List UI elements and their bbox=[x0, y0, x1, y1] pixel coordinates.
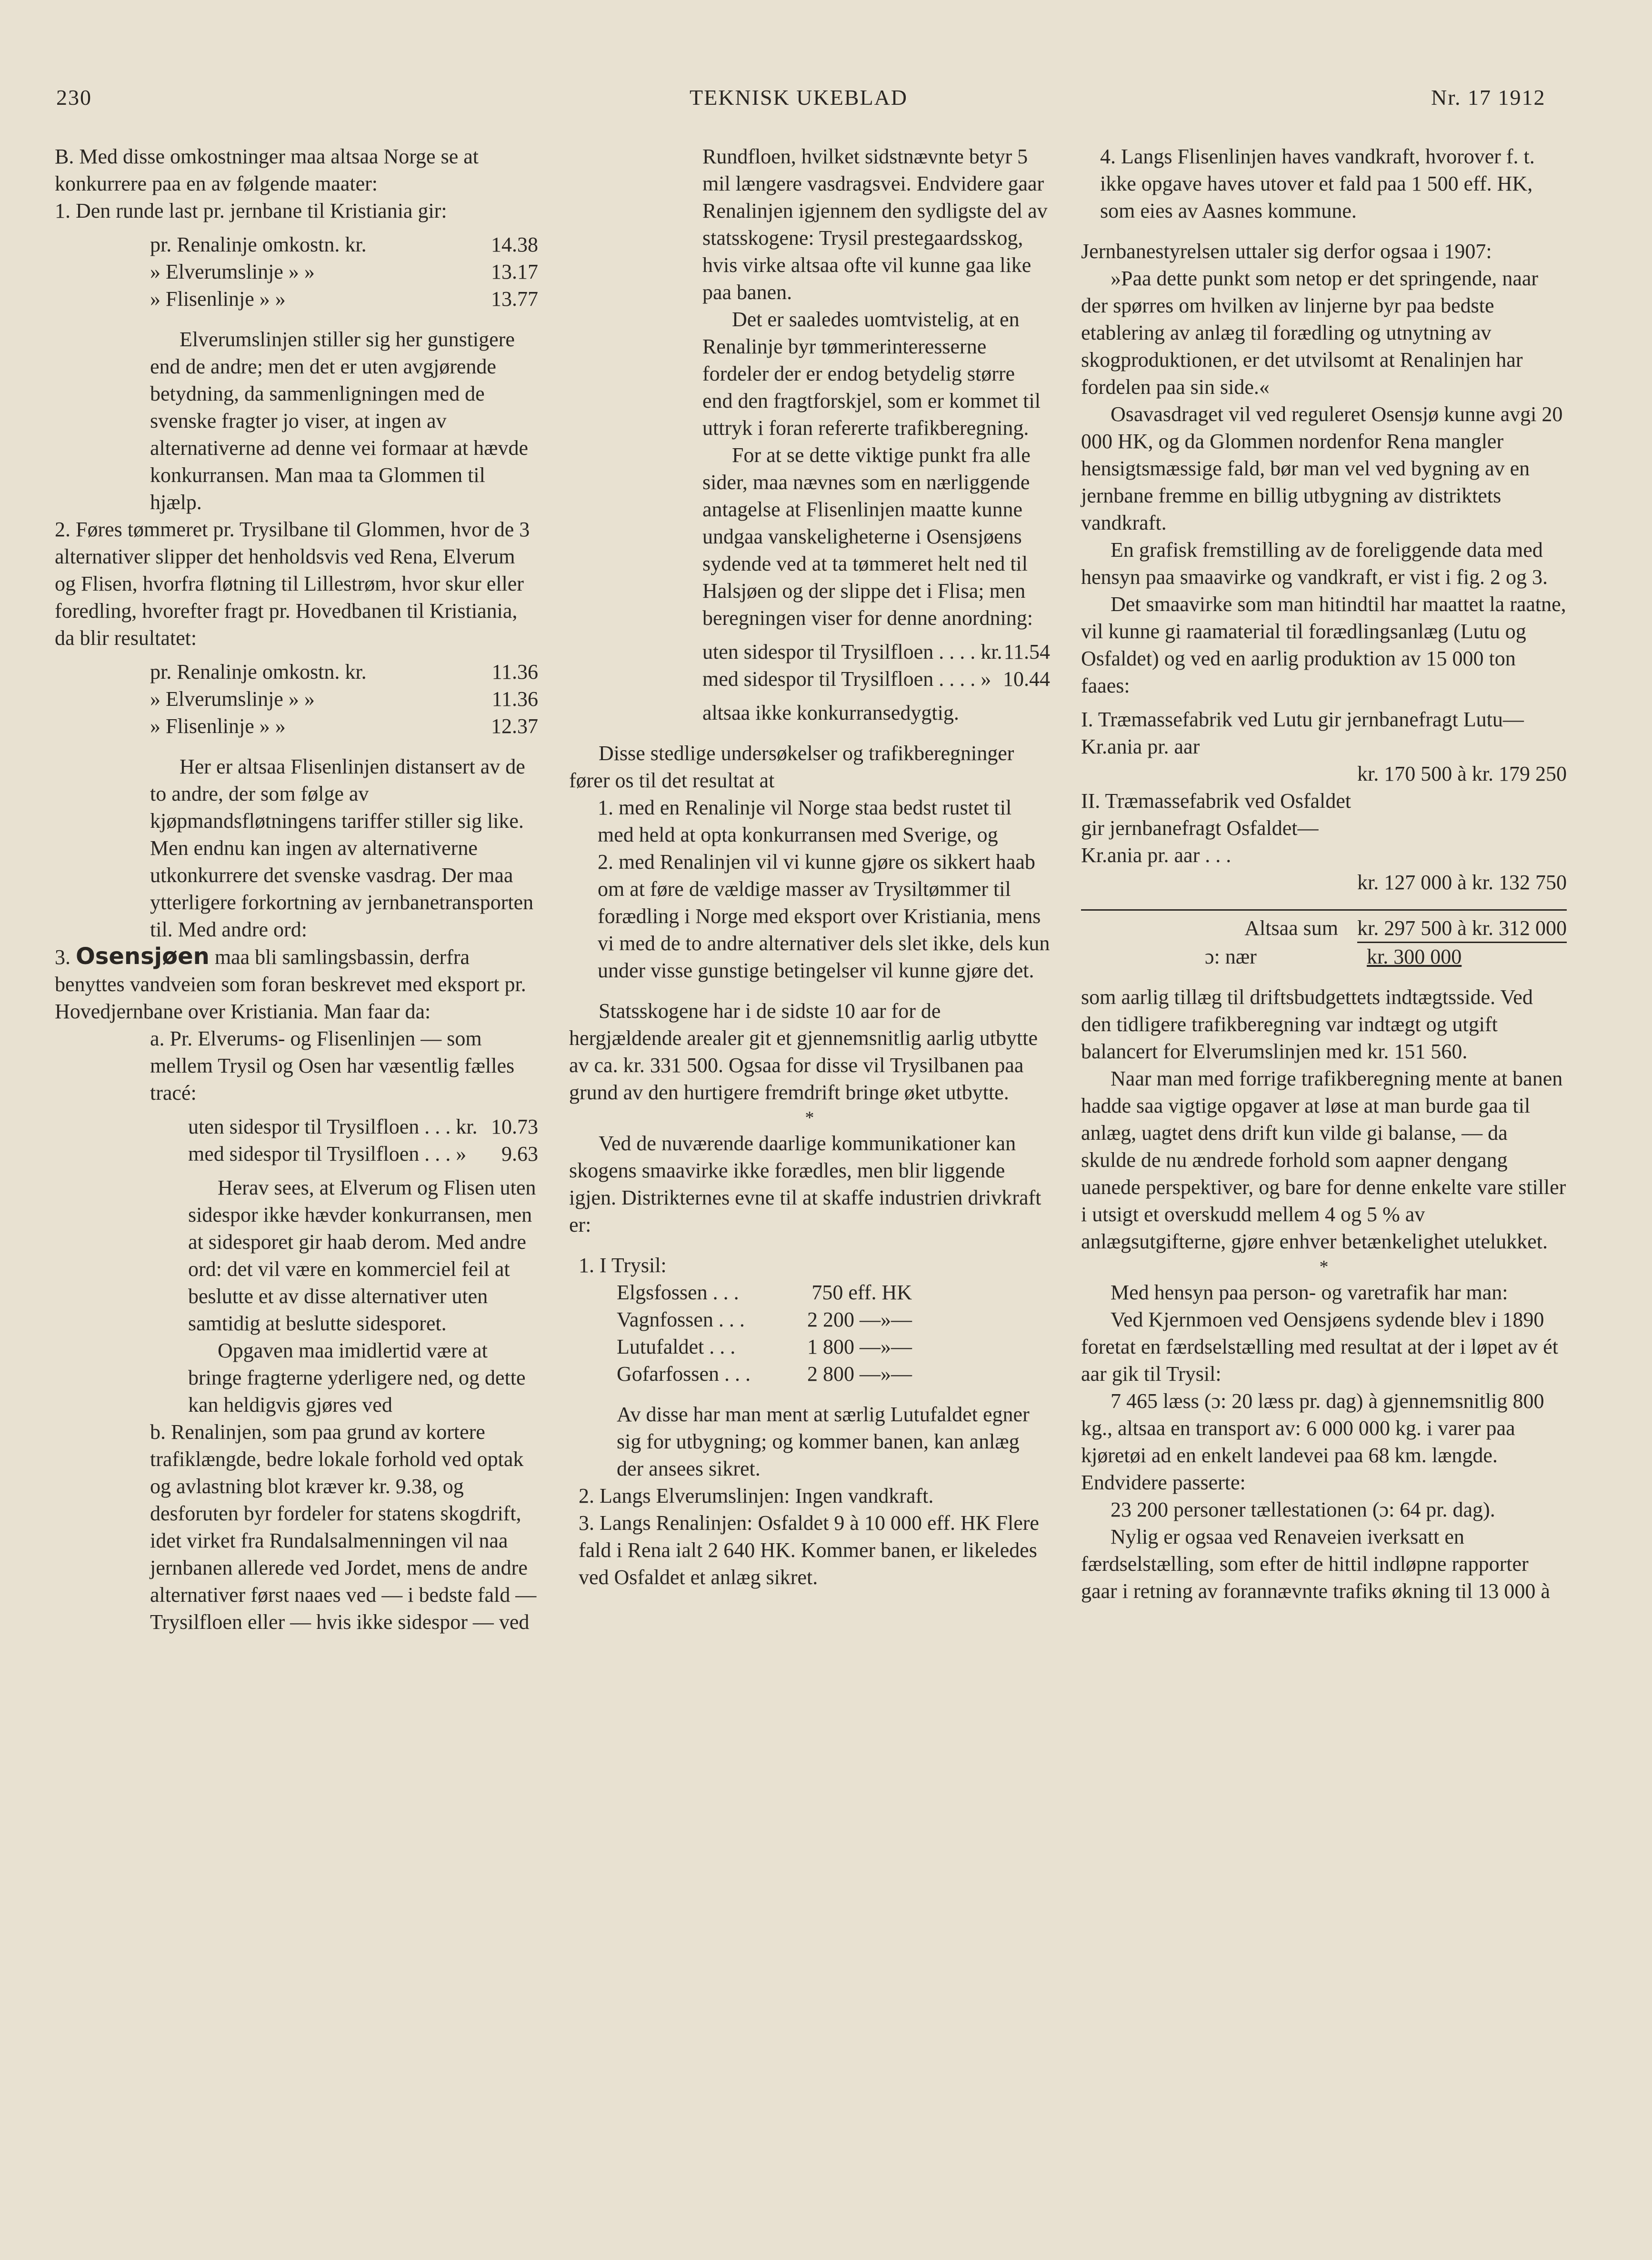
item-3-heading: Osensjøen bbox=[76, 943, 210, 970]
cost-label: uten sidespor til Trysilfloen . . . kr. bbox=[188, 1115, 478, 1138]
paragraph: Her er altsaa Flisenlinjen distansert av de to andre, der som følge av kjøpmandsfløtningens tariffer stiller sig like. Men endnu kan ingen av alternativerne utkonkurrere det svenske vasdrag. Der maa ytterligere forkortning av jernbanetransporten til. Med andre ord: bbox=[150, 755, 534, 941]
result-1: 1. med en Renalinje vil Norge staa bedst rustet til med held at opta konkurransen med Sverige, og bbox=[598, 796, 1012, 846]
cost-value: 14.38 bbox=[491, 233, 538, 256]
cost-label: med sidespor til Trysilfloen . . . » bbox=[188, 1142, 467, 1165]
paragraph: Rundfloen, hvilket sidstnævnte betyr 5 mil længere vasdragsvei. Endvidere gaar Renalinjen igjennem den sydligste del av statsskogene: Trysil prestegaardsskog, hvis virke altsaa ofte vil kunne gaa like paa banen. bbox=[702, 145, 1048, 304]
paragraph: Ved Kjernmoen ved Oensjøens sydende blev i 1890 foretat en færdselstælling med resultat at der i løpet av ét aar gik til Trysil: bbox=[1081, 1308, 1558, 1386]
paragraph: Elverumslinjen stiller sig her gunstigere end de andre; men det er uten avgjørende betydning, da sammenligningen med de svenske fragter jo viser, at ingen av alternativerne ad denne vei formaar at hævde konkurransen. Man maa ta Glommen til hjælp. bbox=[150, 328, 529, 514]
cost-value: 9.63 bbox=[501, 1142, 538, 1165]
issue-number: Nr. 17 1912 bbox=[1431, 85, 1546, 110]
cost-label: med sidespor til Trysilfloen . . . . » bbox=[702, 667, 991, 691]
cost-row bbox=[188, 1113, 538, 1140]
cost-label: pr. Renalinje omkostn. kr. bbox=[150, 660, 367, 683]
cost-table-1 bbox=[55, 231, 538, 312]
separator-star: * bbox=[805, 1108, 814, 1128]
cost-row bbox=[150, 658, 538, 685]
paragraph: Naar man med forrige trafikberegning mente at banen hadde saa vigtige opgaver at løse at man burde gaa til anlæg, uagtet dens drift kun vilde gi balanse, — da skulde de nu ændrede forhold som aapner dengang uanede perspektiver, og bare for denne enkelte vare stiller i utsigt et overskudd mellem 4 og 5 % av anlægsutgifterne, gjøre enhver betænkelighet utelukket. bbox=[1081, 1067, 1566, 1253]
waterfall-row bbox=[617, 1360, 912, 1387]
paragraph: For at se dette viktige punkt fra alle sider, maa nævnes som en nærliggende antagelse at Flisenlinjen maatte kunne undgaa vanskeligheterne i Osensjøens sydende ved at ta tømmeret helt ned til Halsjøen og der slippe det i Flisa; men beregningen viser for denne anordning: bbox=[702, 443, 1033, 630]
cost-label: pr. Renalinje omkostn. kr. bbox=[150, 233, 367, 256]
item-2: 2. Føres tømmeret pr. Trysilbane til Glommen, hvor de 3 alternativer slipper det henholdsvis ved Rena, Elverum og Flisen, hvorfra fløtning til Lillestrøm, hvor skur eller foredling, hvorefter fragt pr. Hovedbanen til Kristiania, da blir resultatet: bbox=[55, 518, 530, 650]
cost-row bbox=[150, 231, 538, 258]
cost-label: » Flisenlinje » » bbox=[150, 287, 286, 311]
column-1 bbox=[55, 143, 538, 1636]
result-2: 2. med Renalinjen vil vi kunne gjøre os sikkert haab om at føre de vældige masser av Trysiltømmer til forædling i Norge med eksport over Kristiania, mens vi med de to andre alternativer dels slet ikke, dels kun under visse gunstige betingelser vil kunne gjøre det. bbox=[598, 850, 1050, 982]
waterpower-heading: 1. I Trysil: bbox=[579, 1254, 667, 1277]
paragraph: Statsskogene har i de sidste 10 aar for de hergjældende arealer git et gjennemsnitlig aarlig utbytte av ca. kr. 331 500. Ogsaa for disse vil Trysilbanen paa grund av den hurtigere fremdrift bringe øket utbytte. bbox=[569, 999, 1038, 1104]
journal-title: TEKNISK UKEBLAD bbox=[690, 85, 908, 110]
sum-value: kr. 297 500 à kr. 312 000 bbox=[1357, 914, 1567, 943]
item-3b: b. Renalinjen, som paa grund av kortere trafiklængde, bedre lokale forhold ved optak og avlastning blot kræver kr. 9.38, og desforuten byr fordeler for statens skogdrift, idet virket fra Rundalsalmenningen vil naa jernbanen allerede ved Jordet, mens de andre alternativer først naaes ved — i bedste fald — Trysilfloen eller — hvis ikke sidespor — ved bbox=[150, 1420, 537, 1634]
cost-value: 10.73 bbox=[491, 1115, 538, 1138]
cost-label: uten sidespor til Trysilfloen . . . . kr. bbox=[702, 640, 1002, 663]
column-3 bbox=[1081, 143, 1567, 1605]
cost-label: » Flisenlinje » » bbox=[150, 714, 286, 738]
cost-row bbox=[150, 285, 538, 312]
cost-row bbox=[188, 1140, 538, 1167]
cost-label: » Elverumslinje » » bbox=[150, 687, 315, 711]
waterpower-4: 4. Langs Flisenlinjen haves vandkraft, hvorover f. t. ikke opgave haves utover et fald paa 1 500 eff. HK, som eies av Aasnes kommune. bbox=[1100, 145, 1535, 222]
paragraph: Av disse har man ment at særlig Lutufaldet egner sig for utbygning; og kommer banen, kan anlæg der ansees sikret. bbox=[617, 1403, 1030, 1480]
conclusion: altsaa ikke konkurransedygtig. bbox=[702, 701, 959, 724]
waterfall-power: 750 eff. HK bbox=[811, 1281, 912, 1304]
quote: »Paa dette punkt som netop er det springende, naar der spørres om hvilken av linjerne byr paa bedste etablering av anlæg til forædling og utnytning av skogproduktionen, er det utvilsomt at Renalinjen har fordelen paa sin side.« bbox=[1081, 267, 1539, 399]
cost-value: 11.36 bbox=[491, 687, 538, 711]
sum-label: Altsaa sum bbox=[1244, 916, 1339, 940]
paragraph: Ved de nuværende daarlige kommunikationer kan skogens smaavirke ikke forædles, men blir liggende igjen. Distrikternes evne til at skaffe industrien drivkraft er: bbox=[569, 1132, 1041, 1236]
waterfall-power: 2 200 —»— bbox=[807, 1308, 912, 1331]
waterfall-name: Vagnfossen . . . bbox=[617, 1308, 745, 1331]
item-ii: II. Træmassefabrik ved Osfaldet gir jernbanefragt Osfaldet—Kr.ania pr. aar . . . bbox=[1081, 789, 1352, 867]
waterpower-3: 3. Langs Renalinjen: Osfaldet 9 à 10 000 eff. HK Flere fald i Rena ialt 2 640 HK. Kommer banen, er likeledes ved Osfaldet et anlæg sikret. bbox=[579, 1511, 1039, 1589]
column-2 bbox=[569, 143, 1050, 1591]
cost-label: » Elverumslinje » » bbox=[150, 260, 315, 283]
cost-table-2 bbox=[55, 658, 538, 740]
section-b-intro: B. Med disse omkostninger maa altsaa Norge se at konkurrere paa en av følgende maater: bbox=[55, 145, 479, 195]
paragraph: En grafisk fremstilling av de foreliggende data med hensyn paa smaavirke og vandkraft, er vist i fig. 2 og 3. bbox=[1081, 538, 1548, 589]
paragraph: Nylig er ogsaa ved Renaveien iverksatt en færdselstælling, som efter de hittil indløpne rapporter gaar i retning av forannævnte trafiks økning til 13 000 à bbox=[1081, 1525, 1550, 1603]
cost-value: 10.44 bbox=[1003, 667, 1050, 691]
item-i: I. Træmassefabrik ved Lutu gir jernbanefragt Lutu—Kr.ania pr. aar bbox=[1081, 708, 1524, 758]
waterfall-table bbox=[569, 1279, 912, 1387]
waterpower-2: 2. Langs Elverumslinjen: Ingen vandkraft. bbox=[579, 1484, 934, 1507]
cost-value: 12.37 bbox=[491, 714, 538, 738]
cost-value: 13.77 bbox=[491, 287, 538, 311]
paragraph: Opgaven maa imidlertid være at bringe fragterne yderligere ned, og dette kan heldigvis gjøres ved bbox=[188, 1339, 526, 1416]
paragraph: Disse stedlige undersøkelser og trafikberegninger fører os til det resultat at bbox=[569, 742, 1014, 792]
waterfall-row bbox=[617, 1279, 912, 1306]
approx-row bbox=[1081, 943, 1567, 970]
item-1: 1. Den runde last pr. jernbane til Kristiania gir: bbox=[55, 199, 447, 222]
waterfall-row bbox=[617, 1306, 912, 1333]
cost-table bbox=[569, 638, 1050, 693]
paragraph: Det smaavirke som man hitindtil har maattet la raatne, vil kunne gi raamaterial til forædlingsanlæg (Lutu og Osfaldet) og ved en aarlig produktion av 15 000 ton faaes: bbox=[1081, 593, 1566, 697]
cost-row bbox=[150, 685, 538, 713]
approx-value: kr. 300 000 bbox=[1367, 945, 1462, 968]
page-number: 230 bbox=[56, 85, 92, 110]
cost-value: 11.36 bbox=[491, 660, 538, 683]
waterfall-name: Gofarfossen . . . bbox=[617, 1362, 751, 1386]
cost-row bbox=[702, 638, 1050, 665]
paragraph: Med hensyn paa person- og varetrafik har man: bbox=[1111, 1281, 1508, 1304]
paragraph: 23 200 personer tællestationen (ɔ: 64 pr. dag). bbox=[1111, 1498, 1495, 1521]
cost-row bbox=[702, 665, 1050, 693]
paragraph: Osavasdraget vil ved reguleret Osensjø kunne avgi 20 000 HK, og da Glommen nordenfor Rena mangler hensigtsmæssige fald, bør man vel ved bygning av en jernbane fremme en billig utbygning av distriktets vandkraft. bbox=[1081, 402, 1563, 534]
waterfall-name: Elgsfossen . . . bbox=[617, 1281, 739, 1304]
approx-label: ɔ: nær bbox=[1205, 945, 1257, 968]
waterfall-power: 2 800 —»— bbox=[807, 1362, 912, 1386]
paragraph: Det er saaledes uomtvistelig, at en Renalinje byr tømmerinteresserne fordeler der er endog betydelig større end den fragtforskjel, som er kommet til uttryk i foran refererte trafikberegning. bbox=[702, 308, 1041, 440]
item-ii-value: kr. 127 000 à kr. 132 750 bbox=[1357, 871, 1567, 894]
item-3: 3. Osensjøen maa bli samlingsbassin, derfra benyttes vandveien som foran beskrevet med eksport pr. Hovedjernbane over Kristiania. Man faar da: bbox=[55, 943, 526, 1023]
paragraph: Jernbanestyrelsen uttaler sig derfor ogsaa i 1907: bbox=[1081, 240, 1492, 263]
item-3-text: maa bli samlingsbassin, derfra benyttes vandveien som foran beskrevet med eksport pr. Hovedjernbane over Kristiania. Man faar da: bbox=[55, 945, 526, 1023]
sum-row bbox=[1081, 909, 1567, 943]
cost-table-3 bbox=[55, 1113, 538, 1167]
cost-row bbox=[150, 258, 538, 285]
waterfall-name: Lutufaldet . . . bbox=[617, 1335, 736, 1358]
paragraph: 7 465 læss (ɔ: 20 læss pr. dag) à gjennemsnitlig 800 kg., altsaa en transport av: 6 000 000 kg. i varer paa kjøretøi ad en enkelt landevei paa 68 km. længde. Endvidere passerte: bbox=[1081, 1389, 1544, 1494]
paragraph: Herav sees, at Elverum og Flisen uten sidespor ikke hævder konkurransen, men at sidesporet gir haab derom. Med andre ord: det vil være en kommerciel feil at beslutte et av disse alternativer uten samtidig at beslutte sidesporet. bbox=[188, 1176, 536, 1335]
separator-star: * bbox=[1319, 1257, 1329, 1277]
cost-value: 13.17 bbox=[491, 260, 538, 283]
cost-row bbox=[150, 713, 538, 740]
paragraph: som aarlig tillæg til driftsbudgettets indtægtsside. Ved den tidligere trafikberegning var indtægt og utgift balancert for Elverumslinjen med kr. 151 560. bbox=[1081, 985, 1533, 1063]
item-3a: a. Pr. Elverums- og Flisenlinjen — som mellem Trysil og Osen har væsentlig fælles tracé: bbox=[150, 1027, 515, 1105]
cost-value: 11.54 bbox=[1003, 640, 1050, 663]
item-i-value: kr. 170 500 à kr. 179 250 bbox=[1357, 762, 1567, 785]
waterfall-row bbox=[617, 1333, 912, 1360]
waterfall-power: 1 800 —»— bbox=[807, 1335, 912, 1358]
